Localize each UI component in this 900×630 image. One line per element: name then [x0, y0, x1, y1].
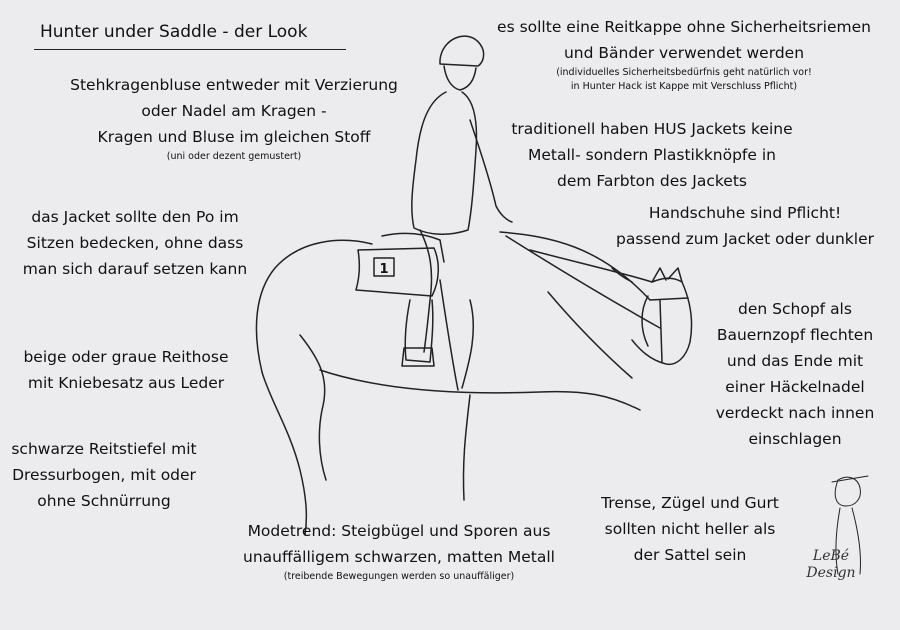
- annotation-line: traditionell haben HUS Jackets keine: [511, 120, 793, 138]
- annotation-line: das Jacket sollte den Po im: [31, 208, 239, 226]
- annotation-line: Metall- sondern Plastikknöpfe in: [528, 146, 776, 164]
- annotation-line: es sollte eine Reitkappe ohne Sicherheitsriemen: [497, 18, 871, 36]
- saddle-pad-outline: [356, 248, 438, 296]
- annotation-line: Modetrend: Steigbügel und Sporen aus: [247, 522, 551, 540]
- annotation-note: (uni oder dezent gemustert): [166, 151, 302, 162]
- annotation-line: beige oder graue Reithose: [23, 348, 229, 366]
- annotation-line: der Sattel sein: [633, 546, 747, 564]
- annotation-line: Stehkragenbluse entweder mit Verzierung: [70, 76, 398, 94]
- rider-face-outline: [444, 66, 476, 90]
- annotation-line: einschlagen: [748, 430, 842, 448]
- annotation-reitkappe: [488, 14, 880, 94]
- rider-helmet-outline: [440, 36, 484, 66]
- annotation-schopf: [700, 296, 890, 452]
- horse-front-leg-outline: [463, 395, 470, 500]
- annotation-reithose: [8, 344, 244, 396]
- annotation-line: und Bänder verwendet werden: [563, 44, 805, 62]
- signature-line: LeBé: [812, 548, 850, 564]
- annotation-line: schwarze Reitstiefel mit: [11, 440, 197, 458]
- annotation-line: Kragen und Bluse im gleichen Stoff: [97, 128, 371, 146]
- annotation-line: unauffälligem schwarzen, matten Metall: [243, 548, 555, 566]
- annotation-line: Sitzen bedecken, ohne dass: [26, 234, 244, 252]
- annotation-reitstiefel: [0, 436, 208, 514]
- girth-outline: [440, 280, 458, 390]
- annotation-line: verdeckt nach innen: [715, 404, 875, 422]
- horse-hind-leg-outline: [300, 335, 326, 480]
- annotation-line: passend zum Jacket oder dunkler: [616, 230, 874, 248]
- title-underline: [34, 49, 346, 50]
- annotation-line: Trense, Zügel und Gurt: [601, 494, 779, 512]
- annotation-line: dem Farbton des Jackets: [557, 172, 747, 190]
- annotation-note: (individuelles Sicherheitsbedürfnis geht natürlich vor!: [556, 67, 812, 78]
- annotation-line: mit Kniebesatz aus Leder: [27, 374, 225, 392]
- annotation-trense: [592, 490, 788, 568]
- annotation-modetrend: [228, 518, 570, 584]
- page-title: Hunter under Saddle - der Look: [40, 22, 308, 42]
- saddle-number: 1: [379, 262, 389, 277]
- annotation-knoepfe: [496, 116, 808, 194]
- annotation-line: Bauernzopf flechten: [716, 326, 874, 344]
- annotation-jacket: [8, 204, 262, 282]
- annotation-line: den Schopf als: [738, 300, 852, 318]
- annotation-handschuhe: [600, 200, 890, 252]
- annotation-line: Handschuhe sind Pflicht!: [648, 204, 842, 222]
- designer-signature-logo: [786, 548, 876, 582]
- annotation-line: sollten nicht heller als: [604, 520, 776, 538]
- bridle-outline: [642, 296, 688, 362]
- horse-shoulder-outline: [462, 300, 473, 388]
- annotation-line: einer Häckelnadel: [725, 378, 865, 396]
- stirrup-outline: [402, 348, 434, 366]
- annotation-line: und das Ende mit: [726, 352, 864, 370]
- signature-line: Design: [806, 565, 856, 581]
- horse-belly-outline: [320, 370, 640, 410]
- annotation-line: ohne Schnürrung: [37, 492, 171, 510]
- annotation-bluse: [44, 72, 424, 164]
- annotation-line: Dressurbogen, mit oder: [12, 466, 196, 484]
- annotation-note: (treibende Bewegungen werden so unauffäliger): [283, 571, 515, 582]
- horse-hindquarter-outline: [262, 372, 306, 535]
- annotation-note: in Hunter Hack ist Kappe mit Verschluss Pflicht): [570, 81, 798, 92]
- annotation-line: man sich darauf setzen kann: [22, 260, 248, 278]
- horse-back-outline: [256, 240, 372, 372]
- annotation-line: oder Nadel am Kragen -: [141, 102, 327, 120]
